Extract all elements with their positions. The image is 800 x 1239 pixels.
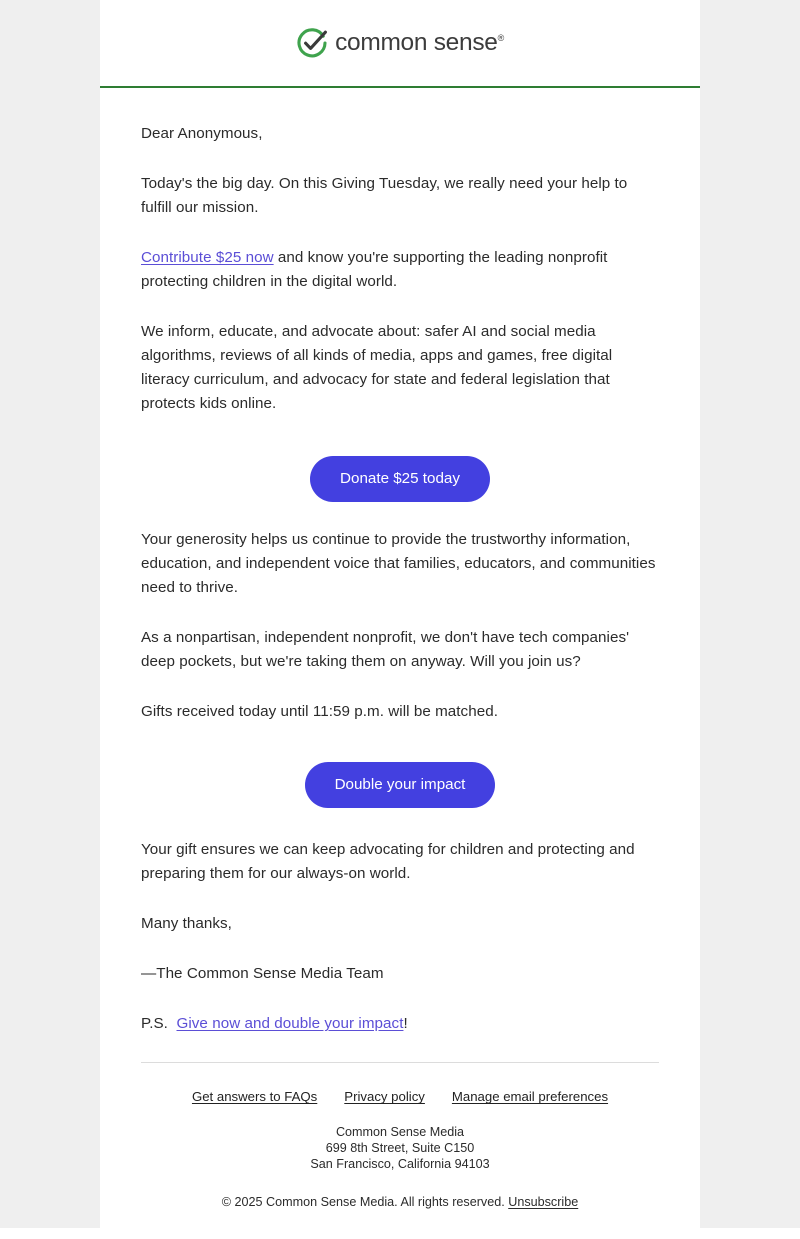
- paragraph-contribute: [141, 246, 659, 294]
- paragraph-gift-impact: Your gift ensures we can keep advocating for children and protecting and preparing them for our always-on world.: [141, 841, 635, 883]
- salutation: Dear Anonymous,: [141, 125, 263, 142]
- paragraph-nonpartisan: As a nonpartisan, independent nonprofit, we don't have tech companies' deep pockets, but we're taking them on anyway. Will you join us?: [141, 629, 630, 671]
- email-footer: [100, 1063, 700, 1238]
- postscript-suffix: !: [403, 1015, 408, 1033]
- paragraph-generosity: Your generosity helps us continue to provide the trustworthy information, education, and independent voice that families, educators, and communities need to thrive.: [141, 531, 656, 597]
- faq-link[interactable]: Get answers to FAQs: [191, 1089, 318, 1105]
- email-header: [100, 0, 700, 86]
- primary-cta-container: [141, 442, 659, 502]
- copyright-text: © 2025 Common Sense Media. All rights reserved.: [221, 1194, 505, 1209]
- brand-logo[interactable]: [296, 26, 504, 60]
- secondary-cta-container: [141, 750, 659, 808]
- paragraph-signature: —The Common Sense Media Team: [141, 965, 384, 983]
- unsubscribe-link[interactable]: Unsubscribe: [508, 1194, 579, 1209]
- donate-button[interactable]: Donate $25 today: [310, 456, 490, 502]
- paragraph-intro: Today's the big day. On this Giving Tuesday, we really need your help to fulfill our mission.: [141, 175, 628, 216]
- postscript: [141, 1012, 659, 1036]
- postscript-link[interactable]: Give now and double your impact: [176, 1015, 404, 1033]
- email-body: [100, 88, 700, 1036]
- contribute-link[interactable]: Contribute $25 now: [141, 249, 274, 266]
- org-name: Common Sense Media: [335, 1125, 465, 1140]
- paragraph-contribute-rest: and know you're supporting the leading nonprofit protecting children in the digital world.: [141, 249, 608, 290]
- paragraph-thanks: Many thanks,: [141, 915, 232, 933]
- privacy-policy-link[interactable]: Privacy policy: [344, 1089, 425, 1105]
- address-line-2: San Francisco, California 94103: [310, 1157, 490, 1171]
- footer-link-row: [130, 1089, 670, 1104]
- address-line-1: 699 8th Street, Suite C150: [325, 1141, 475, 1156]
- postscript-prefix: P.S.: [141, 1015, 168, 1033]
- org-address: [130, 1125, 670, 1172]
- email-card: [100, 0, 700, 1239]
- manage-preferences-link[interactable]: Manage email preferences: [451, 1089, 609, 1105]
- double-impact-button[interactable]: Double your impact: [305, 762, 496, 808]
- paragraph-match-deadline: Gifts received today until 11:59 p.m. will be matched.: [141, 703, 498, 721]
- brand-wordmark: common sense®: [335, 28, 504, 56]
- registered-trademark-icon: ®: [497, 32, 504, 43]
- check-circle-icon: [296, 27, 328, 59]
- paragraph-mission: We inform, educate, and advocate about: safer AI and social media algorithms, reviews of all kinds of media, apps and games, free digital literacy curriculum, and advocacy for state and federal legislation that protects kids online.: [141, 323, 613, 412]
- copyright-row: [130, 1195, 670, 1209]
